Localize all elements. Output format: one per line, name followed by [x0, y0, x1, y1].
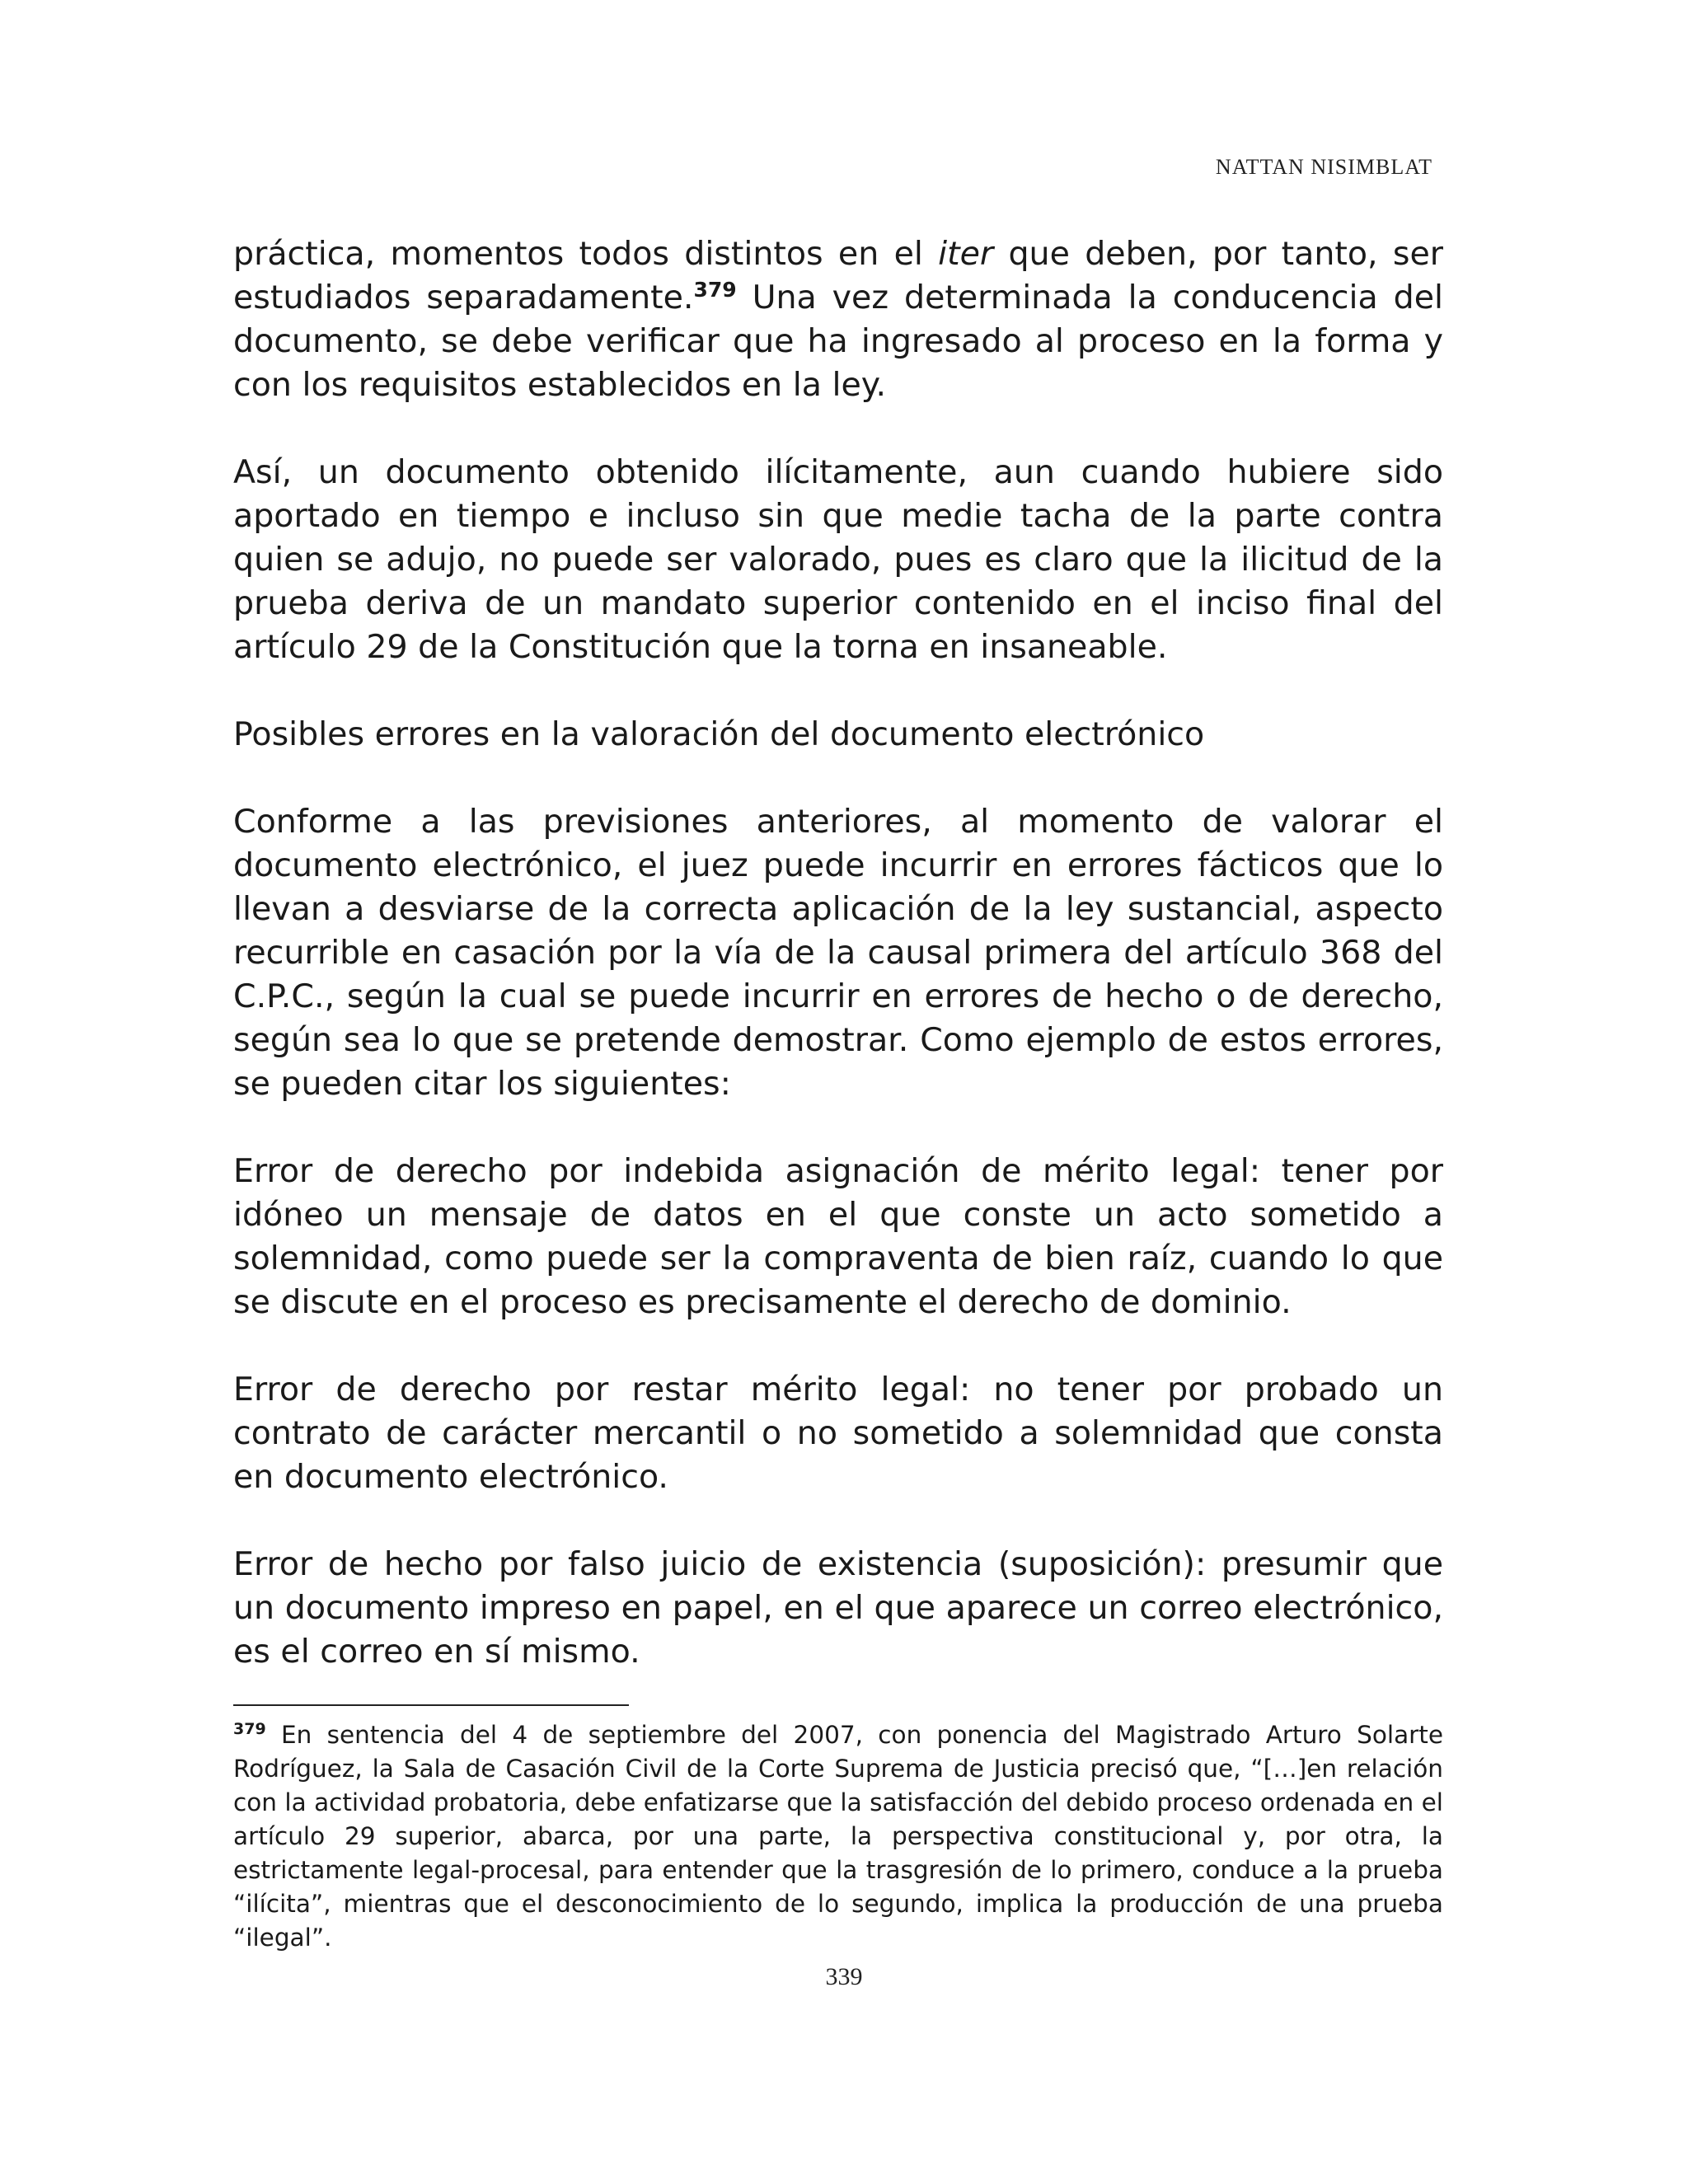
- italic-term: iter: [938, 235, 994, 273]
- footnote-number: 379: [233, 1720, 266, 1739]
- page-number: 339: [825, 1963, 863, 1990]
- paragraph-1: [233, 232, 1443, 407]
- paragraph-5: Error de derecho por restar mérito legal: no tener por probado un contrato de carácter mercantil o no sometido a solemnidad que consta en documento electrónico.: [233, 1371, 1443, 1496]
- footnote-divider: [233, 1704, 629, 1706]
- paragraph-2: Así, un documento obtenido ilícitamente, aun cuando hubiere sido aportado en tiempo e incluso sin que medie tacha de la parte contra quien se adujo, no puede ser valorado, pues es claro que la ilicitud de la prueba deriva de un mandato superior contenido en el inciso final del artículo 29 de la Constitución que la torna en insaneable.: [233, 453, 1443, 666]
- running-header: NATTAN NISIMBLAT: [1215, 155, 1432, 179]
- paragraph-1-text-b: que deben, por tanto, ser estudiados separadamente.: [233, 235, 1443, 316]
- section-heading: Posibles errores en la valoración del documento electrónico: [233, 715, 1205, 753]
- paragraph-4: Error de derecho por indebida asignación de mérito legal: tener por idóneo un mensaje de datos en el que conste un acto sometido a solemnidad, como puede ser la compraventa de bien raíz, cuando lo que se discute en el proceso es precisamente el derecho de dominio.: [233, 1152, 1443, 1321]
- paragraph-1-text-a: práctica, momentos todos distintos en el: [233, 235, 939, 273]
- footnote-reference[interactable]: 379: [693, 277, 737, 302]
- footnote: [233, 1718, 1443, 1955]
- body-text: [233, 232, 1443, 1718]
- paragraph-1-text-c: Una vez determinada la conducencia del documento, se debe verificar que ha ingresado al proceso en la forma y con los requisitos establecidos en la ley.: [233, 279, 1443, 404]
- footnote-text: En sentencia del 4 de septiembre del 2007, con ponencia del Magistrado Arturo Solarte Rodríguez, la Sala de Casación Civil de la Corte Suprema de Justicia precisó que, “[…]en relación con la actividad probatoria, debe enfatizarse que la satisfacción del debido proceso ordenada en el artículo 29 superior, abarca, por una parte, la perspectiva constitucional y, por otra, la estrictamente legal-procesal, para entender que la trasgresión de lo primero, conduce a la prueba “ilícita”, mientras que el desconocimiento de lo segundo, implica la producción de una prueba “ilegal”.: [233, 1721, 1443, 1952]
- paragraph-3: Conforme a las previsiones anteriores, al momento de valorar el documento electrónico, el juez puede incurrir en errores fácticos que lo llevan a desviarse de la correcta aplicación de la ley sustancial, aspecto recurrible en casación por la vía de la causal primera del artículo 368 del C.P.C., según la cual se puede incurrir en errores de hecho o de derecho, según sea lo que se pretende demostrar. Como ejemplo de estos errores, se pueden citar los siguientes:: [233, 803, 1443, 1103]
- paragraph-6: Error de hecho por falso juicio de existencia (suposición): presumir que un documento impreso en papel, en el que aparece un correo electrónico, es el correo en sí mismo.: [233, 1545, 1443, 1671]
